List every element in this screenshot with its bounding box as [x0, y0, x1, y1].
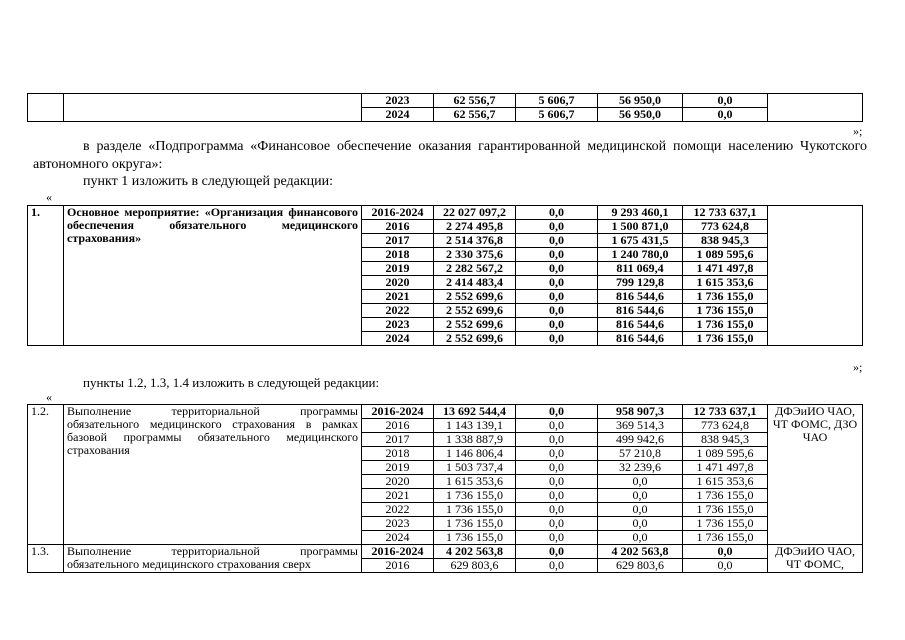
amount-cell: 2 552 699,6: [434, 332, 516, 346]
amount-cell: 12 733 637,1: [683, 206, 768, 220]
amount-cell: 0,0: [598, 517, 683, 531]
amount-cell: 838 945,3: [683, 433, 768, 447]
item-description: Выполнение территориальной программы обязательного медицинского страхования в рамках базовой программы обязательного медицинского страхования: [64, 405, 362, 545]
amount-cell: 816 544,6: [598, 332, 683, 346]
amount-cell: 629 803,6: [598, 559, 683, 573]
amount-cell: 1 500 871,0: [598, 220, 683, 234]
amount-cell: 0,0: [683, 545, 768, 559]
amount-cell: 0,0: [516, 248, 598, 262]
year-cell: 2016: [362, 419, 434, 433]
amount-cell: 369 514,3: [598, 419, 683, 433]
year-cell: 2024: [362, 332, 434, 346]
year-cell: 2017: [362, 433, 434, 447]
item-description: Основное мероприятие: «Организация финансового обеспечения обязательного медицинского страхования»: [64, 206, 362, 346]
amount-cell: 9 293 460,1: [598, 206, 683, 220]
amount-cell: 1 146 806,4: [434, 447, 516, 461]
amount-cell: 0,0: [516, 234, 598, 248]
amount-cell: 629 803,6: [434, 559, 516, 573]
amount-cell: 0,0: [683, 559, 768, 573]
amount-cell: 2 414 483,4: [434, 276, 516, 290]
amount-cell: 1 736 155,0: [434, 531, 516, 545]
points-instruction: пункты 1.2, 1.3, 1.4 изложить в следующей редакции:: [83, 375, 380, 390]
year-cell: 2021: [362, 489, 434, 503]
amount-cell: 0,0: [516, 545, 598, 559]
table-row: 2024 62 556,7 5 606,7 56 950,0 0,0: [28, 108, 863, 122]
amount-cell: 1 615 353,6: [683, 475, 768, 489]
year-cell: 2022: [362, 503, 434, 517]
amount-cell: 2 514 376,8: [434, 234, 516, 248]
amount-cell: 1 503 737,4: [434, 461, 516, 475]
amount-cell: 1 615 353,6: [683, 276, 768, 290]
amount-cell: 1 736 155,0: [683, 318, 768, 332]
amount-cell: 57 210,8: [598, 447, 683, 461]
amount-cell: 1 471 497,8: [683, 461, 768, 475]
amount-cell: 1 089 595,6: [683, 447, 768, 461]
amount-cell: 0,0: [516, 220, 598, 234]
table-row: [28, 545, 863, 559]
table-continuation: [27, 93, 863, 122]
amount-cell: 32 239,6: [598, 461, 683, 475]
section-paragraph: в разделе «Подпрограмма «Финансовое обеспечение оказания гарантированной медицинской помощи населению Чукотского автономного округа»:: [33, 139, 867, 172]
year-cell: 2018: [362, 447, 434, 461]
year-cell: 2023: [362, 318, 434, 332]
amount-cell: 1 736 155,0: [683, 517, 768, 531]
amount-cell: 1 736 155,0: [434, 489, 516, 503]
amount-cell: 4 202 563,8: [598, 545, 683, 559]
amount-cell: 0,0: [516, 276, 598, 290]
amount-cell: 2 552 699,6: [434, 318, 516, 332]
amount-cell: 1 736 155,0: [683, 503, 768, 517]
table-items-1-2-1-3: [27, 404, 863, 573]
amount-cell: 1 736 155,0: [434, 503, 516, 517]
year-cell: 2023: [362, 517, 434, 531]
amount-cell: 1 240 780,0: [598, 248, 683, 262]
item-description: Выполнение территориальной программы обязательного медицинского страхования сверх: [64, 545, 362, 573]
year-cell: 2017: [362, 234, 434, 248]
amount-cell: 2 552 699,6: [434, 290, 516, 304]
responsible-cell: ДФЭиИО ЧАО, ЧТ ФОМС,: [768, 545, 863, 573]
amount-cell: 773 624,8: [683, 220, 768, 234]
year-cell: 2016-2024: [362, 206, 434, 220]
amount-cell: 0,0: [598, 489, 683, 503]
amount-cell: 0,0: [516, 332, 598, 346]
amount-cell: 838 945,3: [683, 234, 768, 248]
amount-cell: 0,0: [516, 206, 598, 220]
amount-cell: 1 471 497,8: [683, 262, 768, 276]
year-cell: 2020: [362, 276, 434, 290]
amount-cell: 22 027 097,2: [434, 206, 516, 220]
amount-cell: 0,0: [516, 433, 598, 447]
amount-cell: 4 202 563,8: [434, 545, 516, 559]
amount-cell: 0,0: [516, 419, 598, 433]
amount-cell: 958 907,3: [598, 405, 683, 419]
point1-instruction: пункт 1 изложить в следующей редакции:: [83, 174, 333, 189]
table-row: 2023 62 556,7 5 606,7 56 950,0 0,0: [28, 94, 863, 108]
amount-cell: 0,0: [598, 475, 683, 489]
year-cell: 2016: [362, 559, 434, 573]
amount-cell: 816 544,6: [598, 304, 683, 318]
table-item-1: [27, 205, 863, 346]
year-cell: 2019: [362, 262, 434, 276]
amount-cell: 799 129,8: [598, 276, 683, 290]
year-cell: 2020: [362, 475, 434, 489]
amount-cell: 1 736 155,0: [434, 517, 516, 531]
amount-cell: 0,0: [516, 461, 598, 475]
amount-cell: 0,0: [516, 290, 598, 304]
amount-cell: 2 274 495,8: [434, 220, 516, 234]
amount-cell: 1 675 431,5: [598, 234, 683, 248]
amount-cell: 0,0: [516, 475, 598, 489]
open-quote: «: [46, 190, 52, 204]
year-cell: 2016-2024: [362, 545, 434, 559]
amount-cell: 2 330 375,6: [434, 248, 516, 262]
amount-cell: 2 282 567,2: [434, 262, 516, 276]
amount-cell: 13 692 544,4: [434, 405, 516, 419]
close-quote: »;: [853, 124, 863, 138]
amount-cell: 811 069,4: [598, 262, 683, 276]
amount-cell: 816 544,6: [598, 290, 683, 304]
year-cell: 2024: [362, 531, 434, 545]
amount-cell: 1 736 155,0: [683, 290, 768, 304]
amount-cell: 0,0: [516, 489, 598, 503]
amount-cell: 1 736 155,0: [683, 489, 768, 503]
amount-cell: 0,0: [516, 503, 598, 517]
amount-cell: 1 089 595,6: [683, 248, 768, 262]
item-number: 1.3.: [28, 545, 64, 573]
item-number: 1.: [28, 206, 64, 346]
open-quote: «: [46, 390, 52, 404]
year-cell: 2019: [362, 461, 434, 475]
table-row: [28, 405, 863, 419]
amount-cell: 0,0: [516, 405, 598, 419]
item-number: 1.2.: [28, 405, 64, 545]
amount-cell: 1 615 353,6: [434, 475, 516, 489]
responsible-cell: ДФЭиИО ЧАО, ЧТ ФОМС, ДЗО ЧАО: [768, 405, 863, 545]
amount-cell: 0,0: [516, 531, 598, 545]
amount-cell: 1 338 887,9: [434, 433, 516, 447]
amount-cell: 0,0: [516, 304, 598, 318]
year-cell: 2022: [362, 304, 434, 318]
amount-cell: 0,0: [516, 262, 598, 276]
year-cell: 2016: [362, 220, 434, 234]
amount-cell: 773 624,8: [683, 419, 768, 433]
amount-cell: 816 544,6: [598, 318, 683, 332]
year-cell: 2016-2024: [362, 405, 434, 419]
responsible-cell: [768, 206, 863, 346]
year-cell: 2021: [362, 290, 434, 304]
amount-cell: 12 733 637,1: [683, 405, 768, 419]
year-cell: 2018: [362, 248, 434, 262]
amount-cell: 1 736 155,0: [683, 304, 768, 318]
amount-cell: 0,0: [516, 559, 598, 573]
amount-cell: 0,0: [516, 318, 598, 332]
amount-cell: 1 736 155,0: [683, 332, 768, 346]
amount-cell: 1 736 155,0: [683, 531, 768, 545]
close-quote: »;: [853, 360, 863, 374]
table-row: [28, 206, 863, 220]
amount-cell: 499 942,6: [598, 433, 683, 447]
amount-cell: 0,0: [516, 447, 598, 461]
amount-cell: 0,0: [598, 531, 683, 545]
amount-cell: 0,0: [516, 517, 598, 531]
amount-cell: 0,0: [598, 503, 683, 517]
amount-cell: 2 552 699,6: [434, 304, 516, 318]
amount-cell: 1 143 139,1: [434, 419, 516, 433]
